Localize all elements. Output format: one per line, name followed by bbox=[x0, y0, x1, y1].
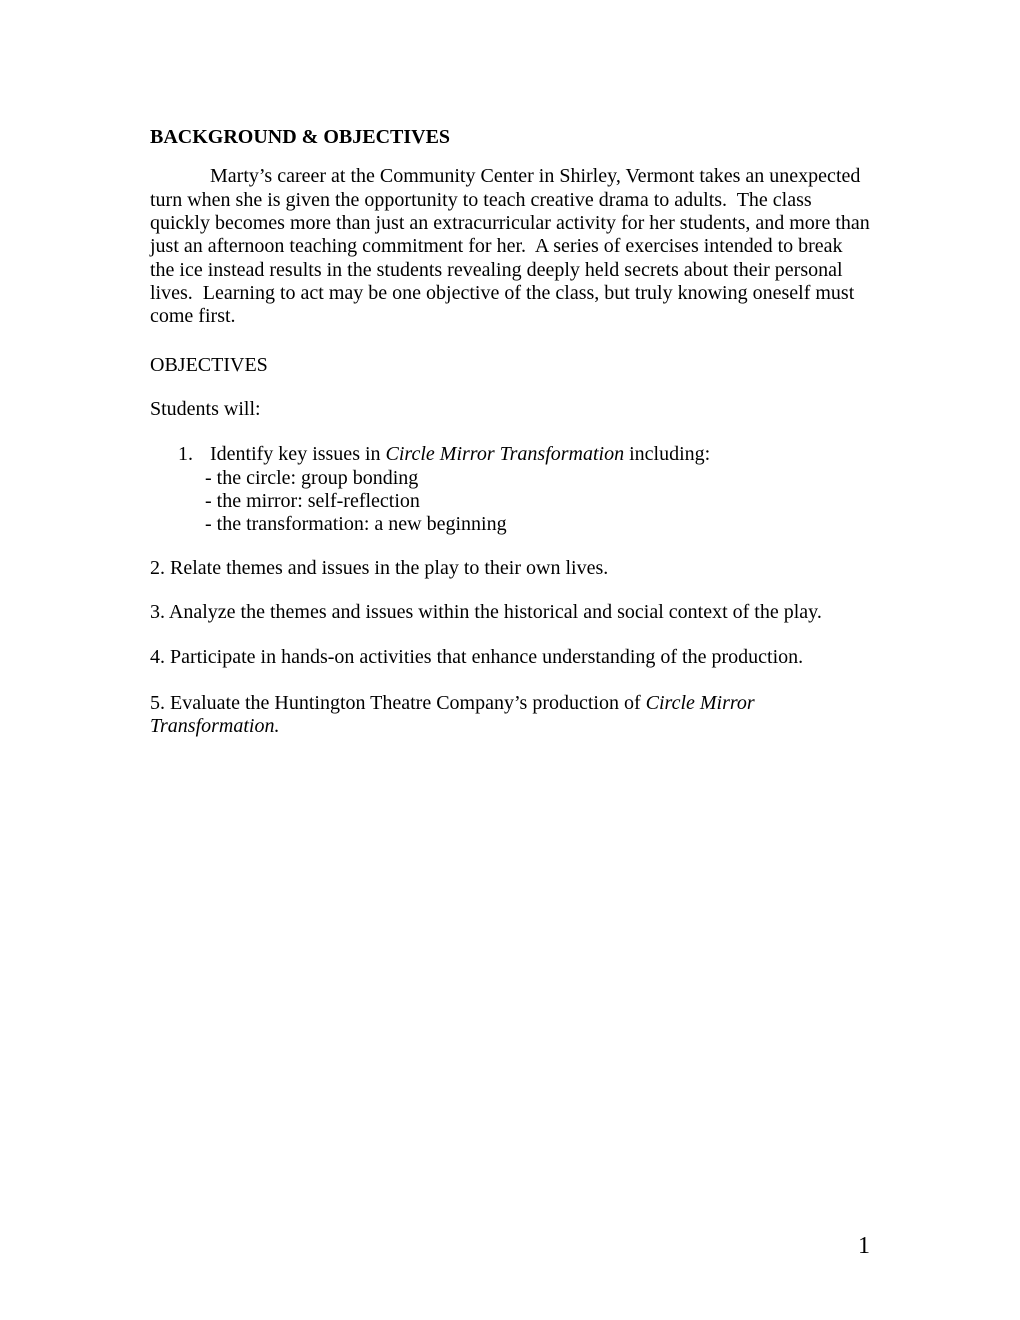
play-title-italic: Circle Mirror Transformation bbox=[385, 443, 625, 466]
paragraph-line: Marty’s career at the Community Center in Shirley, Vermont takes an unexpected bbox=[210, 165, 861, 188]
objective-item-2: 2. Relate themes and issues in the play to their own lives. bbox=[150, 556, 609, 579]
objective-1-main-line bbox=[150, 443, 1020, 466]
paragraph-line: quickly becomes more than just an extracurricular activity for her students, and more than bbox=[150, 211, 870, 234]
objective-1-suffix: including: bbox=[624, 443, 711, 466]
paragraph-line: the ice instead results in the students revealing deeply held secrets about their personal bbox=[150, 258, 843, 281]
paragraph-line: turn when she is given the opportunity to teach creative drama to adults. The class bbox=[150, 188, 812, 211]
paragraph-line: just an afternoon teaching commitment for her. A series of exercises intended to break bbox=[150, 235, 843, 258]
paragraph-line: lives. Learning to act may be one objective of the class, but truly knowing oneself must bbox=[150, 281, 855, 304]
objectives-heading: OBJECTIVES bbox=[150, 353, 268, 376]
paragraph-line: come first. bbox=[150, 305, 236, 328]
objective-item-4: 4. Participate in hands-on activities that enhance understanding of the production. bbox=[150, 646, 804, 669]
students-will-label: Students will: bbox=[150, 397, 261, 420]
play-title-italic: Transformation. bbox=[150, 714, 280, 737]
objective-item-1 bbox=[150, 443, 1020, 536]
objective-1-sub-item: - the transformation: a new beginning bbox=[205, 513, 507, 536]
objective-1-prefix: Identify key issues in bbox=[210, 443, 386, 466]
objective-5-line-1 bbox=[150, 692, 1020, 715]
page-number: 1 bbox=[858, 1233, 870, 1259]
objective-item-5 bbox=[150, 692, 1020, 739]
objective-1-sub-item: - the circle: group bonding bbox=[205, 466, 419, 489]
background-paragraph bbox=[150, 165, 1020, 328]
list-number: 1. bbox=[178, 443, 193, 466]
objective-5-prefix: 5. Evaluate the Huntington Theatre Company’s production of bbox=[150, 691, 646, 714]
document-title: BACKGROUND & OBJECTIVES bbox=[150, 126, 451, 148]
play-title-italic: Circle Mirror bbox=[645, 691, 755, 714]
objective-1-sub-item: - the mirror: self-reflection bbox=[205, 489, 420, 512]
objective-item-3: 3. Analyze the themes and issues within the historical and social context of the play. bbox=[150, 600, 822, 623]
